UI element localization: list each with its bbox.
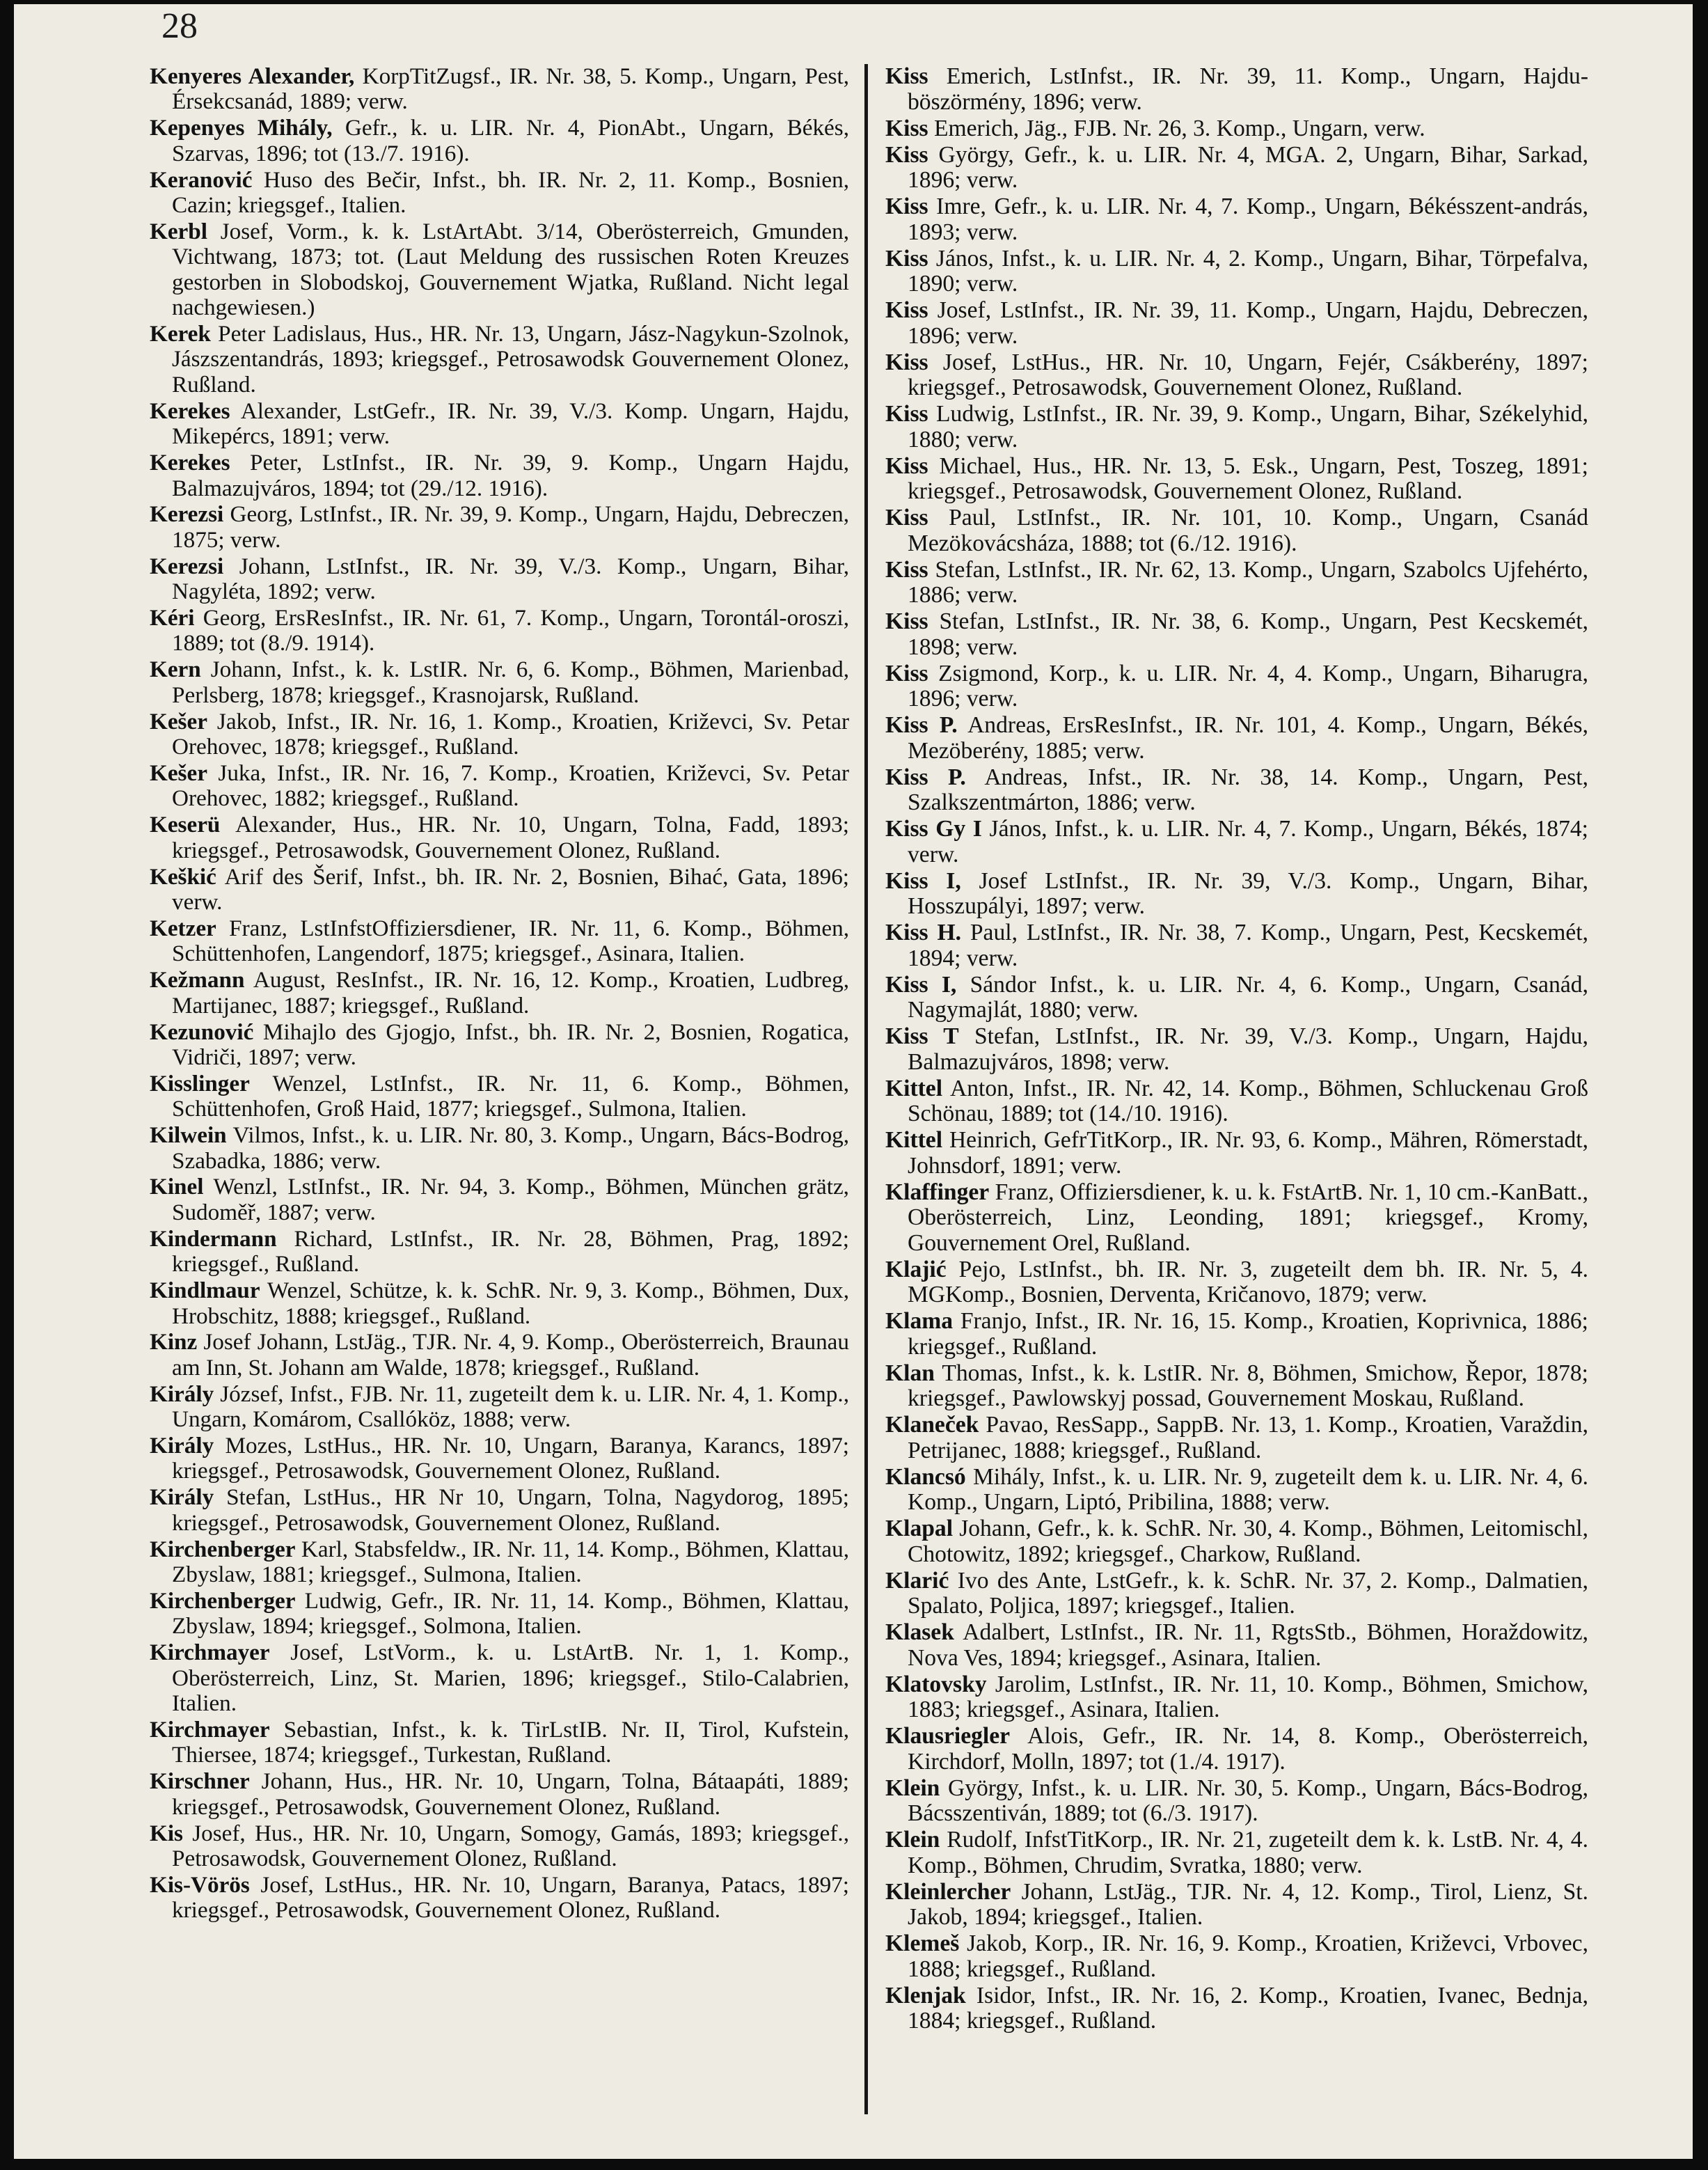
entry-surname: Kern [150,656,201,683]
entry-surname: Kiss [885,453,928,479]
register-entry [885,609,1588,660]
entry-surname: Klausriegler [885,1723,1011,1749]
register-entry [150,916,849,967]
entry-details: Johann, Hus., HR. Nr. 10, Ungarn, Tolna, Bátaapáti, 1889; kriegsgef., Petrosawodsk, Gouvernement Olonez, Rußland. [172,1768,850,1820]
entry-details: Wenzel, Schütze, k. k. SchR. Nr. 9, 3. Komp., Böhmen, Dux, Hrobschitz, 1888; kriegsgef., Rußland. [172,1277,849,1329]
register-entry [885,1076,1588,1127]
document-page [14,4,1693,2159]
entry-surname: Kis [150,1820,183,1846]
entry-surname: Kiss I, [885,867,961,894]
entry-details: Josef, LstInfst., IR. Nr. 39, 11. Komp., Ungarn, Hajdu, Debreczen, 1896; verw. [908,297,1588,349]
entry-surname: Kirchenberger [150,1536,296,1562]
register-entry [885,1983,1588,2034]
entry-surname: Kindlmaur [150,1277,260,1304]
register-entry [150,865,849,915]
entry-details: Imre, Gefr., k. u. LIR. Nr. 4, 7. Komp., Ungarn, Békésszent-andrás, 1893; verw. [908,194,1588,245]
entry-surname: Kiss [885,245,928,272]
entry-surname: Kerekes [150,398,230,424]
entry-surname: Kiss [885,297,928,323]
entry-surname: Keranović [150,166,253,193]
entry-details: Jarolim, LstInfst., IR. Nr. 11, 10. Komp., Böhmen, Smichow, 1883; kriegsgef., Asinara, Italien. [908,1671,1588,1722]
entry-surname: Kindermann [150,1225,277,1252]
entry-surname: Klein [885,1827,940,1853]
entry-surname: Kiss [885,505,928,530]
entry-details: Franz, LstInfstOffiziersdiener, IR. Nr. 11, 6. Komp., Böhmen, Schüttenhofen, Langendorf, 1875; kriegsgef., Asinara, Italien. [172,915,850,967]
entry-details: Richard, LstInfst., IR. Nr. 28, Böhmen, Prag, 1892; kriegsgef., Rußland. [172,1225,850,1277]
entry-details: Juka, Infst., IR. Nr. 16, 7. Komp., Kroatien, Križevci, Sv. Petar Orehovec, 1882; kriegsgef., Rußland. [172,760,849,812]
register-entry [150,1433,849,1484]
entry-surname: Kiss [885,349,928,375]
register-entry [150,1174,849,1225]
register-entry [885,765,1588,816]
entry-details: Jakob, Infst., IR. Nr. 16, 1. Komp., Kroatien, Križevci, Sv. Petar Orehovec, 1878; kriegsgef., Rußland. [172,708,850,760]
entry-surname: Kiss P. [885,764,966,790]
entry-surname: Klatovsky [885,1671,987,1697]
register-entry [150,1485,849,1536]
register-entry [150,1640,849,1716]
entry-details: Alexander, Hus., HR. Nr. 10, Ungarn, Tolna, Fadd, 1893; kriegsgef., Petrosawodsk, Gouvernement Olonez, Rußland. [172,812,849,863]
entry-surname: Kešer [150,708,207,734]
entry-surname: Keserü [150,812,221,838]
entry-surname: Kiss [885,401,928,427]
register-entry [150,1873,849,1924]
entry-details: Gefr., k. u. LIR. Nr. 4, PionAbt., Ungarn, Békés, Szarvas, 1896; tot (13./7. 1916). [172,115,849,166]
entry-details: Pavao, ResSapp., SappB. Nr. 13, 1. Komp., Kroatien, Varaždin, Petrijanec, 1888; kriegsgef., Rußland. [908,1412,1588,1463]
entry-details: Stefan, LstInfst., IR. Nr. 39, V./3. Komp., Ungarn, Hajdu, Balmazujváros, 1898; verw. [908,1023,1588,1075]
register-entry [885,246,1588,297]
register-entry [150,1717,849,1768]
register-entry [885,1309,1588,1360]
entry-details: Alois, Gefr., IR. Nr. 14, 8. Komp., Oberösterreich, Kirchdorf, Molln, 1897; tot (1./4. 1917). [908,1723,1589,1775]
register-entry [885,1672,1588,1723]
entry-details: Josef, LstHus., HR. Nr. 10, Ungarn, Baranya, Patacs, 1897; kriegsgef., Petrosawodsk, Gouvernement Olonez, Rußland. [172,1871,849,1924]
entry-surname: Kéri [150,605,195,631]
entry-surname: Kiss Gy I [885,816,982,842]
register-entry [885,1776,1588,1827]
entry-details: Josef, Vorm., k. k. LstArtAbt. 3/14, Oberösterreich, Gmunden, Vichtwang, 1873; tot. (Laut Meldung des russischen Roten Kreuzes gestorben in Slobodskoj, Gouvernement Wjatka, Rußland. Nicht legal nachgewiesen.) [172,218,849,321]
entry-details: Andreas, ErsResInfst., IR. Nr. 101, 4. Komp., Ungarn, Békés, Mezöberény, 1885; verw. [908,712,1588,764]
register-entry [150,1227,849,1277]
entry-surname: Kiss [885,141,928,168]
register-entry [885,661,1588,712]
register-entry [885,558,1588,608]
entry-surname: Kezunović [150,1019,254,1045]
entry-details: Isidor, Infst., IR. Nr. 16, 2. Komp., Kroatien, Ivanec, Bednja, 1884; kriegsgef., Rußland. [908,1982,1588,2034]
entry-details: Zsigmond, Korp., k. u. LIR. Nr. 4, 4. Komp., Ungarn, Biharugra, 1896; verw. [908,660,1588,711]
register-entry [885,869,1588,920]
entry-surname: Klenjak [885,1982,966,2008]
entry-details: Franjo, Infst., IR. Nr. 16, 15. Komp., Kroatien, Koprivnica, 1886; kriegsgef., Rußland. [908,1308,1588,1360]
entry-details: Heinrich, GefrTitKorp., IR. Nr. 93, 6. Komp., Mähren, Römerstadt, Johnsdorf, 1891; verw. [908,1127,1588,1179]
entry-surname: Kleinlercher [885,1878,1011,1905]
register-entry [150,1769,849,1820]
left-column [150,64,849,1924]
entry-details: Mihály, Infst., k. u. LIR. Nr. 9, zugeteilt dem k. u. LIR. Nr. 4, 6. Komp., Ungarn, Liptó, Pribilina, 1888; verw. [908,1463,1588,1515]
entry-details: Josef LstInfst., IR. Nr. 39, V./3. Komp., Ungarn, Bihar, Hosszupályi, 1897; verw. [908,867,1588,919]
entry-surname: Kerekes [150,450,230,476]
entry-details: Alexander, LstGefr., IR. Nr. 39, V./3. Komp. Ungarn, Hajdu, Mikepércs, 1891; verw. [172,398,849,450]
entry-surname: Kisslinger [150,1070,250,1096]
register-entry [150,116,849,166]
register-entry [885,1568,1588,1619]
entry-details: KorpTitZugsf., IR. Nr. 38, 5. Komp., Ungarn, Pest, Érsekcsanád, 1889; verw. [172,63,850,115]
entry-surname: Klasek [885,1619,954,1645]
entry-details: Johann, LstJäg., TJR. Nr. 4, 12. Komp., Tirol, Lienz, St. Jakob, 1894; kriegsgef., Italien. [908,1878,1588,1930]
entry-details: Huso des Bečir, Infst., bh. IR. Nr. 2, 11. Komp., Bosnien, Cazin; kriegsgef., Italien. [172,166,850,219]
entry-details: Stefan, LstInfst., IR. Nr. 62, 13. Komp., Ungarn, Szabolcs Ujfehérto, 1886; verw. [908,556,1588,608]
entry-details: Stefan, LstInfst., IR. Nr. 38, 6. Komp., Ungarn, Pest Kecskemét, 1898; verw. [908,608,1588,660]
register-entry [150,812,849,863]
entry-details: János, Infst., k. u. LIR. Nr. 4, 7. Komp., Ungarn, Békés, 1874; verw. [908,816,1588,867]
register-entry [150,968,849,1019]
register-entry [885,973,1588,1023]
entry-details: Ludwig, LstInfst., IR. Nr. 39, 9. Komp., Ungarn, Bihar, Székelyhid, 1880; verw. [908,401,1588,453]
entry-surname: Kešer [150,760,207,786]
entry-surname: Klapal [885,1516,954,1541]
entry-details: Sándor Infst., k. u. LIR. Nr. 4, 6. Komp., Ungarn, Csanád, Nagymajlát, 1880; verw. [908,971,1588,1023]
entry-details: Johann, Gefr., k. k. SchR. Nr. 30, 4. Komp., Böhmen, Leitomischl, Chotowitz, 1892; kriegsgef., Charkow, Rußland. [908,1516,1588,1567]
entry-details: Ludwig, Gefr., IR. Nr. 11, 14. Komp., Böhmen, Klattau, Zbyslaw, 1894; kriegsgef., Solmona, Italien. [172,1587,850,1640]
page-number: 28 [161,6,198,46]
register-entry [150,1330,849,1381]
entry-details: Georg, ErsResInfst., IR. Nr. 61, 7. Komp., Ungarn, Torontál-oroszi, 1889; tot (8./9. 1914). [172,605,849,656]
register-entry [150,1123,849,1174]
register-entry [150,1382,849,1433]
entry-surname: Kerezsi [150,501,224,528]
entry-surname: Kiss [885,556,928,583]
entry-surname: Ketzer [150,915,216,941]
entry-surname: Klemeš [885,1931,960,1956]
register-entry [150,657,849,708]
register-entry [885,1516,1588,1567]
register-entry [885,920,1588,971]
entry-surname: Kiss T [885,1023,959,1049]
entry-details: Michael, Hus., HR. Nr. 13, 5. Esk., Ungarn, Pest, Toszeg, 1891; kriegsgef., Petrosawodsk, Gouvernement Olonez, Rußland. [908,453,1588,504]
register-entry [885,1180,1588,1257]
entry-details: Peter Ladislaus, Hus., HR. Nr. 13, Ungarn, Jász-Nagykun-Szolnok, Jászszentandrás, 1893; kriegsgef., Petrosawodsk Gouvernement Olonez, Rußland. [172,321,850,398]
entry-surname: Klajić [885,1256,947,1282]
entry-details: Thomas, Infst., k. k. LstIR. Nr. 8, Böhmen, Smichow, Řepor, 1878; kriegsgef., Pawlowskyj possad, Gouvernement Moskau, Rußland. [908,1360,1588,1411]
entry-details: József, Infst., FJB. Nr. 11, zugeteilt dem k. u. LIR. Nr. 4, 1. Komp., Ungarn, Komárom, Csallóköz, 1888; verw. [172,1381,849,1433]
entry-surname: Klan [885,1360,935,1386]
register-entry [150,399,849,450]
entry-surname: Kenyeres Alexander, [150,63,355,89]
entry-surname: Kiss [885,63,928,89]
entry-details: Adalbert, LstInfst., IR. Nr. 11, RgtsStb., Böhmen, Horaždowitz, Nova Ves, 1894; kriegsgef., Asinara, Italien. [908,1619,1588,1671]
register-entry [885,1620,1588,1671]
entry-surname: Kinel [150,1174,204,1200]
register-entry [150,322,849,398]
register-entry [885,1931,1588,1982]
entry-details: János, Infst., k. u. LIR. Nr. 4, 2. Komp., Ungarn, Bihar, Törpefalva, 1890; verw. [908,245,1588,297]
entry-surname: Klarić [885,1567,949,1594]
register-entry [885,1724,1588,1775]
register-entry [150,168,849,219]
entry-surname: Kittel [885,1127,943,1153]
entry-details: Ivo des Ante, LstGefr., k. k. SchR. Nr. 37, 2. Komp., Dalmatien, Spalato, Poljica, 1897; kriegsgef., Italien. [908,1567,1588,1619]
column-divider [864,64,868,2114]
entry-details: György, Gefr., k. u. LIR. Nr. 4, MGA. 2, Ungarn, Bihar, Sarkad, 1896; verw. [908,141,1588,193]
register-entry [885,1413,1588,1463]
register-entry [885,817,1588,867]
register-entry [885,1465,1588,1516]
register-entry [885,1128,1588,1179]
entry-surname: Kirchmayer [150,1640,270,1666]
register-entry [885,64,1588,115]
entry-details: György, Infst., k. u. LIR. Nr. 30, 5. Komp., Ungarn, Bács-Bodrog, Bácsszentiván, 1889; tot (6./3. 1917). [908,1775,1588,1826]
register-entry [150,450,849,501]
register-entry [150,219,849,321]
right-column [885,64,1588,2035]
entry-surname: Kepenyes Mihály, [150,115,333,141]
entry-surname: Kiss [885,194,928,219]
entry-details: Georg, LstInfst., IR. Nr. 39, 9. Komp., Ungarn, Hajdu, Debreczen, 1875; verw. [172,501,849,553]
entry-surname: Kilwein [150,1122,227,1149]
entry-surname: Kiss [885,115,928,141]
entry-surname: Király [150,1381,214,1407]
entry-details: Karl, Stabsfeldw., IR. Nr. 11, 14. Komp., Böhmen, Klattau, Zbyslaw, 1881; kriegsgef., Sulmona, Italien. [172,1536,849,1588]
entry-surname: Kerbl [150,218,207,244]
entry-surname: Kinz [150,1329,198,1355]
entry-details: Pejo, LstInfst., bh. IR. Nr. 3, zugeteilt dem bh. IR. Nr. 5, 4. MGKomp., Bosnien, Derventa, Kričanovo, 1879; verw. [908,1256,1588,1307]
entry-surname: Kittel [885,1075,943,1101]
entry-details: Andreas, Infst., IR. Nr. 38, 14. Komp., Ungarn, Pest, Szalkszentmárton, 1886; verw. [908,764,1588,815]
entry-details: Peter, LstInfst., IR. Nr. 39, 9. Komp., Ungarn Hajdu, Balmazujváros, 1894; tot (29./12. 1916). [172,450,849,501]
register-entry [150,1020,849,1071]
entry-details: Johann, Infst., k. k. LstIR. Nr. 6, 6. Komp., Böhmen, Marienbad, Perlsberg, 1878; kriegsgef., Krasnojarsk, Rußland. [172,656,850,708]
entry-details: Paul, LstInfst., IR. Nr. 38, 7. Komp., Ungarn, Pest, Kecskemét, 1894; verw. [908,920,1588,971]
entry-details: Emerich, Jäg., FJB. Nr. 26, 3. Komp., Ungarn, verw. [934,115,1425,141]
entry-surname: Kerezsi [150,553,224,579]
entry-details: Mihajlo des Gjogjo, Infst., bh. IR. Nr. 2, Bosnien, Rogatica, Vidriči, 1897; verw. [172,1019,849,1070]
register-entry [885,713,1588,764]
register-entry [150,761,849,812]
entry-surname: Klein [885,1775,940,1801]
entry-surname: Kiss [885,660,928,686]
register-entry [885,143,1588,194]
entry-details: Johann, LstInfst., IR. Nr. 39, V./3. Komp., Ungarn, Bihar, Nagyléta, 1892; verw. [172,553,849,605]
entry-details: Josef, Hus., HR. Nr. 10, Ungarn, Somogy, Gamás, 1893; kriegsgef., Petrosawodsk, Gouvernement Olonez, Rußland. [172,1820,850,1872]
entry-details: Vilmos, Infst., k. u. LIR. Nr. 80, 3. Komp., Ungarn, Bács-Bodrog, Szabadka, 1886; verw. [172,1122,849,1174]
entry-surname: Kirchmayer [150,1717,270,1743]
register-entry [150,554,849,605]
entry-surname: Kiss P. [885,712,958,738]
register-entry [885,298,1588,349]
entry-details: Jakob, Korp., IR. Nr. 16, 9. Komp., Kroatien, Križevci, Vrbovec, 1888; kriegsgef., Rußland. [908,1931,1588,1982]
entry-details: Josef, LstHus., HR. Nr. 10, Ungarn, Fejér, Csákberény, 1897; kriegsgef., Petrosawodsk, Gouvernement Olonez, Rußland. [908,349,1588,400]
entry-surname: Király [150,1484,214,1511]
register-entry [150,1537,849,1588]
entry-surname: Kiss I, [885,971,957,998]
register-entry [885,454,1588,505]
register-entry [885,1024,1588,1075]
entry-surname: Klama [885,1308,953,1334]
entry-surname: Kežmann [150,967,245,993]
register-entry [885,194,1588,245]
register-entry [150,709,849,760]
entry-details: Josef, LstVorm., k. u. LstArtB. Nr. 1, 1. Komp., Oberösterreich, Linz, St. Marien, 1896; kriegsgef., Stilo-Calabrien, Italien. [172,1640,850,1717]
entry-details: Josef Johann, LstJäg., TJR. Nr. 4, 9. Komp., Oberösterreich, Braunau am Inn, St. Johann am Walde, 1878; kriegsgef., Rußland. [172,1329,849,1381]
register-entry [150,1278,849,1329]
entry-surname: Kerek [150,321,211,347]
entry-details: Wenzl, LstInfst., IR. Nr. 94, 3. Komp., Böhmen, München grätz, Sudoměř, 1887; verw. [172,1174,849,1225]
entry-details: Anton, Infst., IR. Nr. 42, 14. Komp., Böhmen, Schluckenau Groß Schönau, 1889; tot (14./10. 1916). [908,1075,1588,1126]
register-entry [150,1821,849,1872]
register-entry [150,1071,849,1122]
register-entry [150,502,849,553]
entry-surname: Klaneček [885,1412,979,1438]
entry-surname: Kirchenberger [150,1587,296,1614]
register-entry [885,116,1588,142]
entry-details: Arif des Šerif, Infst., bh. IR. Nr. 2, Bosnien, Bihać, Gata, 1896; verw. [172,863,850,915]
entry-details: Emerich, LstInfst., IR. Nr. 39, 11. Komp., Ungarn, Hajdu-böszörmény, 1896; verw. [908,63,1588,115]
entry-surname: Kirschner [150,1768,250,1795]
entry-details: Stefan, LstHus., HR Nr 10, Ungarn, Tolna, Nagydorog, 1895; kriegsgef., Petrosawodsk, Gouvernement Olonez, Rußland. [172,1484,850,1536]
register-entry [885,505,1588,556]
entry-details: Sebastian, Infst., k. k. TirLstIB. Nr. II, Tirol, Kufstein, Thiersee, 1874; kriegsgef., Turkestan, Rußland. [172,1717,850,1768]
register-entry [150,64,849,115]
register-entry [885,1257,1588,1308]
entry-details: Mozes, LstHus., HR. Nr. 10, Ungarn, Baranya, Karancs, 1897; kriegsgef., Petrosawodsk, Gouvernement Olonez, Rußland. [172,1433,850,1484]
register-entry [885,1361,1588,1412]
register-entry [885,1827,1588,1878]
entry-details: Wenzel, LstInfst., IR. Nr. 11, 6. Komp., Böhmen, Schüttenhofen, Groß Haid, 1877; kriegsgef., Sulmona, Italien. [172,1070,849,1122]
entry-details: Franz, Offiziersdiener, k. u. k. FstArtB. Nr. 1, 10 cm.-KanBatt., Oberösterreich, Linz, Leonding, 1891; kriegsgef., Kromy, Gouvernement Orel, Rußland. [908,1179,1588,1256]
register-entry [885,1880,1588,1931]
register-entry [885,402,1588,453]
entry-details: August, ResInfst., IR. Nr. 16, 12. Komp., Kroatien, Ludbreg, Martijanec, 1887; kriegsgef., Rußland. [172,967,849,1019]
entry-surname: Kis-Vörös [150,1871,250,1898]
entry-surname: Klancsó [885,1463,966,1490]
entry-surname: Kiss [885,608,928,634]
entry-details: Rudolf, InfstTitKorp., IR. Nr. 21, zugeteilt dem k. k. LstB. Nr. 4, 4. Komp., Böhmen, Chrudim, Svratka, 1880; verw. [908,1827,1588,1878]
register-entry [150,1589,849,1640]
entry-surname: Keškić [150,863,216,890]
register-entry [150,606,849,656]
entry-surname: Klaffinger [885,1179,990,1205]
entry-surname: Kiss H. [885,920,961,945]
register-entry [885,350,1588,401]
entry-surname: Király [150,1433,214,1459]
entry-details: Paul, LstInfst., IR. Nr. 101, 10. Komp., Ungarn, Csanád Mezökovácsháza, 1888; tot (6./12. 1916). [908,505,1588,556]
